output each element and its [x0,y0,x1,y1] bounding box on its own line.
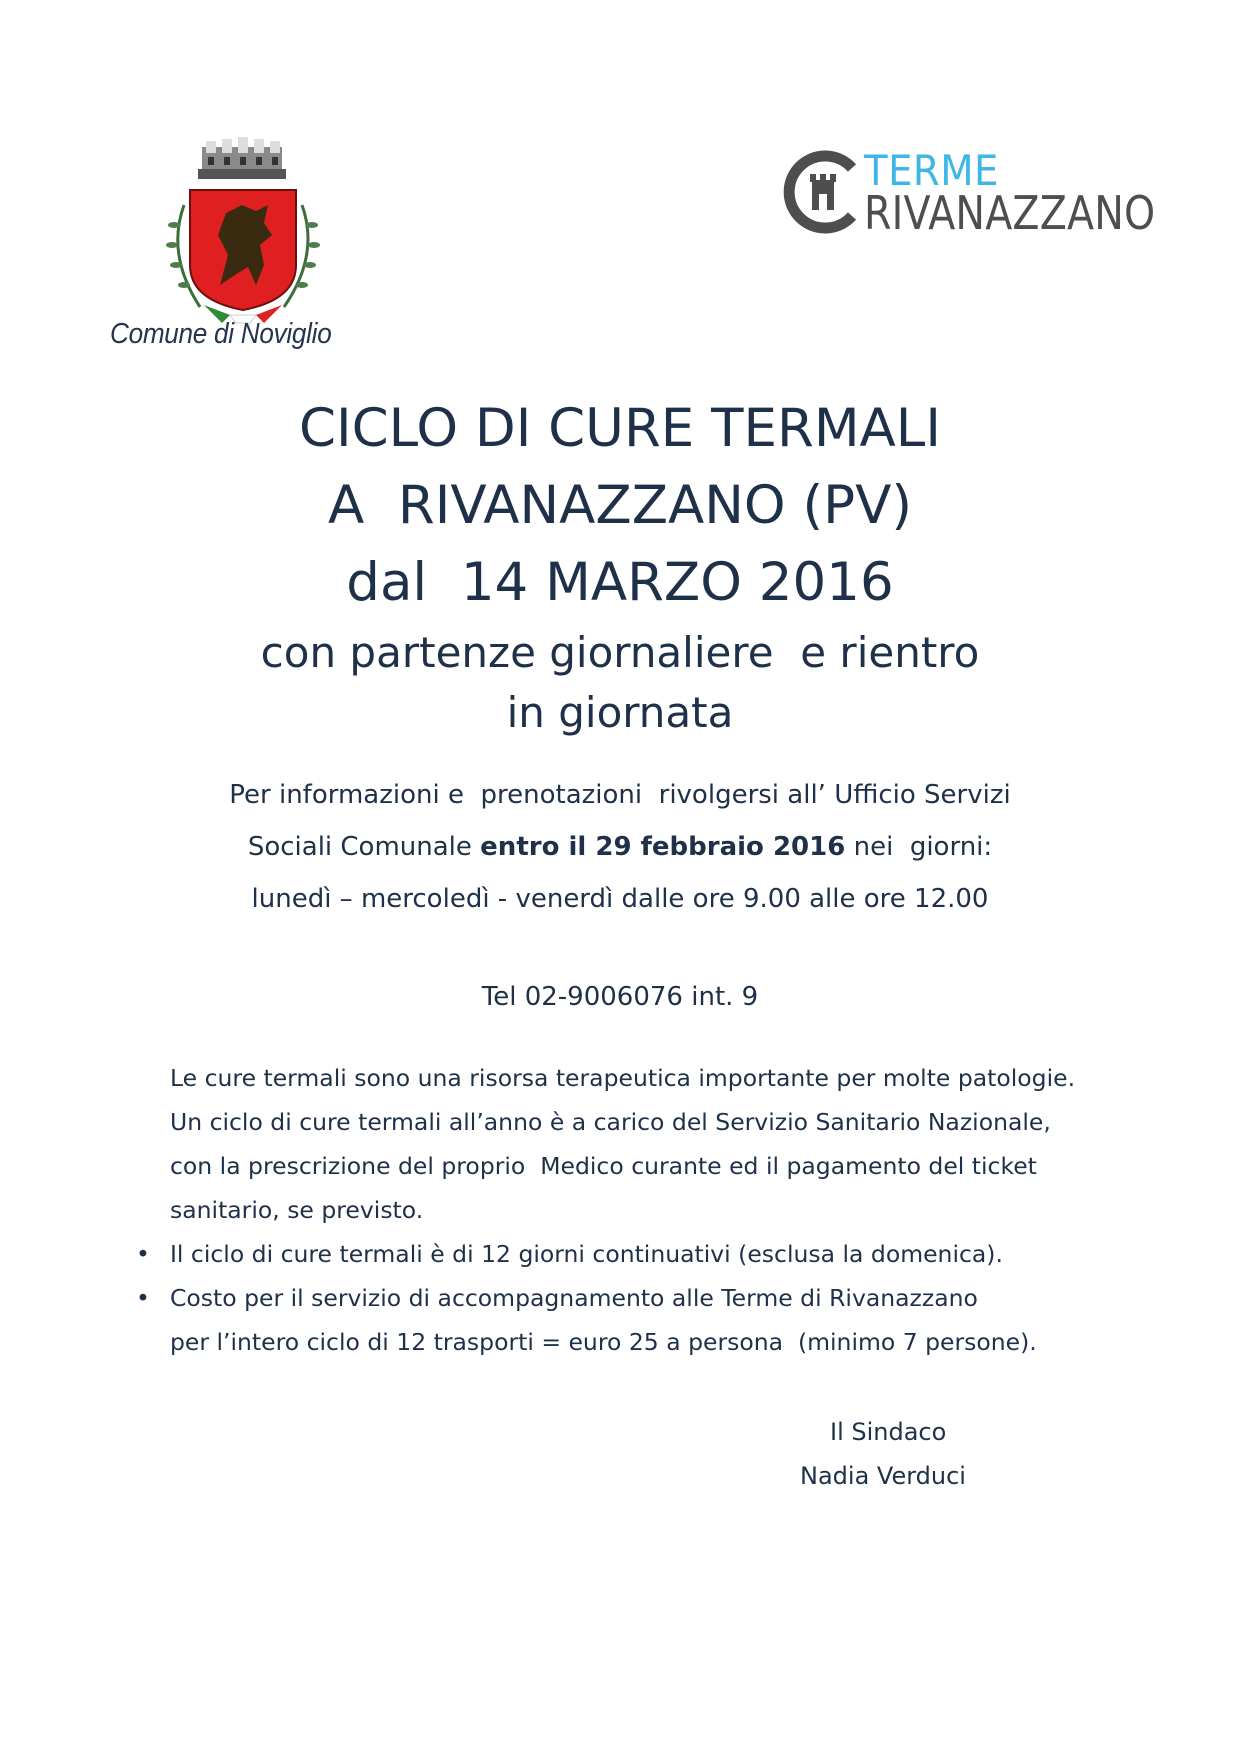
coat-of-arms-icon [160,135,325,325]
info-line-2-prefix: Sociali Comunale [247,832,481,862]
headline-line-1: CICLO DI CURE TERMALI [299,398,941,459]
tower-ring-icon [782,150,866,234]
headline-line-3: dal 14 MARZO 2016 [346,552,894,613]
body-paragraph-line: sanitario, se previsto. [170,1196,424,1224]
body-paragraph-line: Le cure termali sono una risorsa terapeutica importante per molte patologie. [170,1064,1076,1092]
signature-name: Nadia Verduci [800,1462,966,1490]
headline-line-2: A RIVANAZZANO (PV) [327,475,913,536]
logo-terme-text: TERME [864,146,999,195]
logo-rivanazzano-text: RIVANAZZANO [864,186,1156,240]
comune-label: Comune di Noviglio [110,318,332,350]
body-paragraph-line: Un ciclo di cure termali all’anno è a carico del Servizio Sanitario Nazionale, [170,1108,1051,1136]
headline-line-5: in giornata [506,688,734,737]
bullet-item-cycle: Il ciclo di cure termali è di 12 giorni continuativi (esclusa la domenica). [170,1240,1003,1268]
deadline-text: entro il 29 febbraio 2016 [480,832,846,862]
info-line-3: lunedì – mercoledì - venerdì dalle ore 9.00 alle ore 12.00 [251,884,989,914]
info-line-2 [0,832,1240,862]
bullet-icon: • [136,1284,150,1312]
signature-role: Il Sindaco [830,1418,947,1446]
telephone: Tel 02-9006076 int. 9 [481,982,759,1012]
bullet-icon: • [136,1240,150,1268]
headline-line-4: con partenze giornaliere e rientro [260,628,980,677]
terme-rivanazzano-logo [782,146,1172,240]
body-paragraph-line: con la prescrizione del proprio Medico curante ed il pagamento del ticket [170,1152,1037,1180]
info-line-2-suffix: nei giorni: [845,832,993,862]
bullet-item-cost-continued: per l’intero ciclo di 12 trasporti = euro 25 a persona (minimo 7 persone). [170,1328,1037,1356]
info-line-1: Per informazioni e prenotazioni rivolgersi all’ Ufficio Servizi [229,780,1011,810]
bullet-item-cost: Costo per il servizio di accompagnamento alle Terme di Rivanazzano [170,1284,978,1312]
